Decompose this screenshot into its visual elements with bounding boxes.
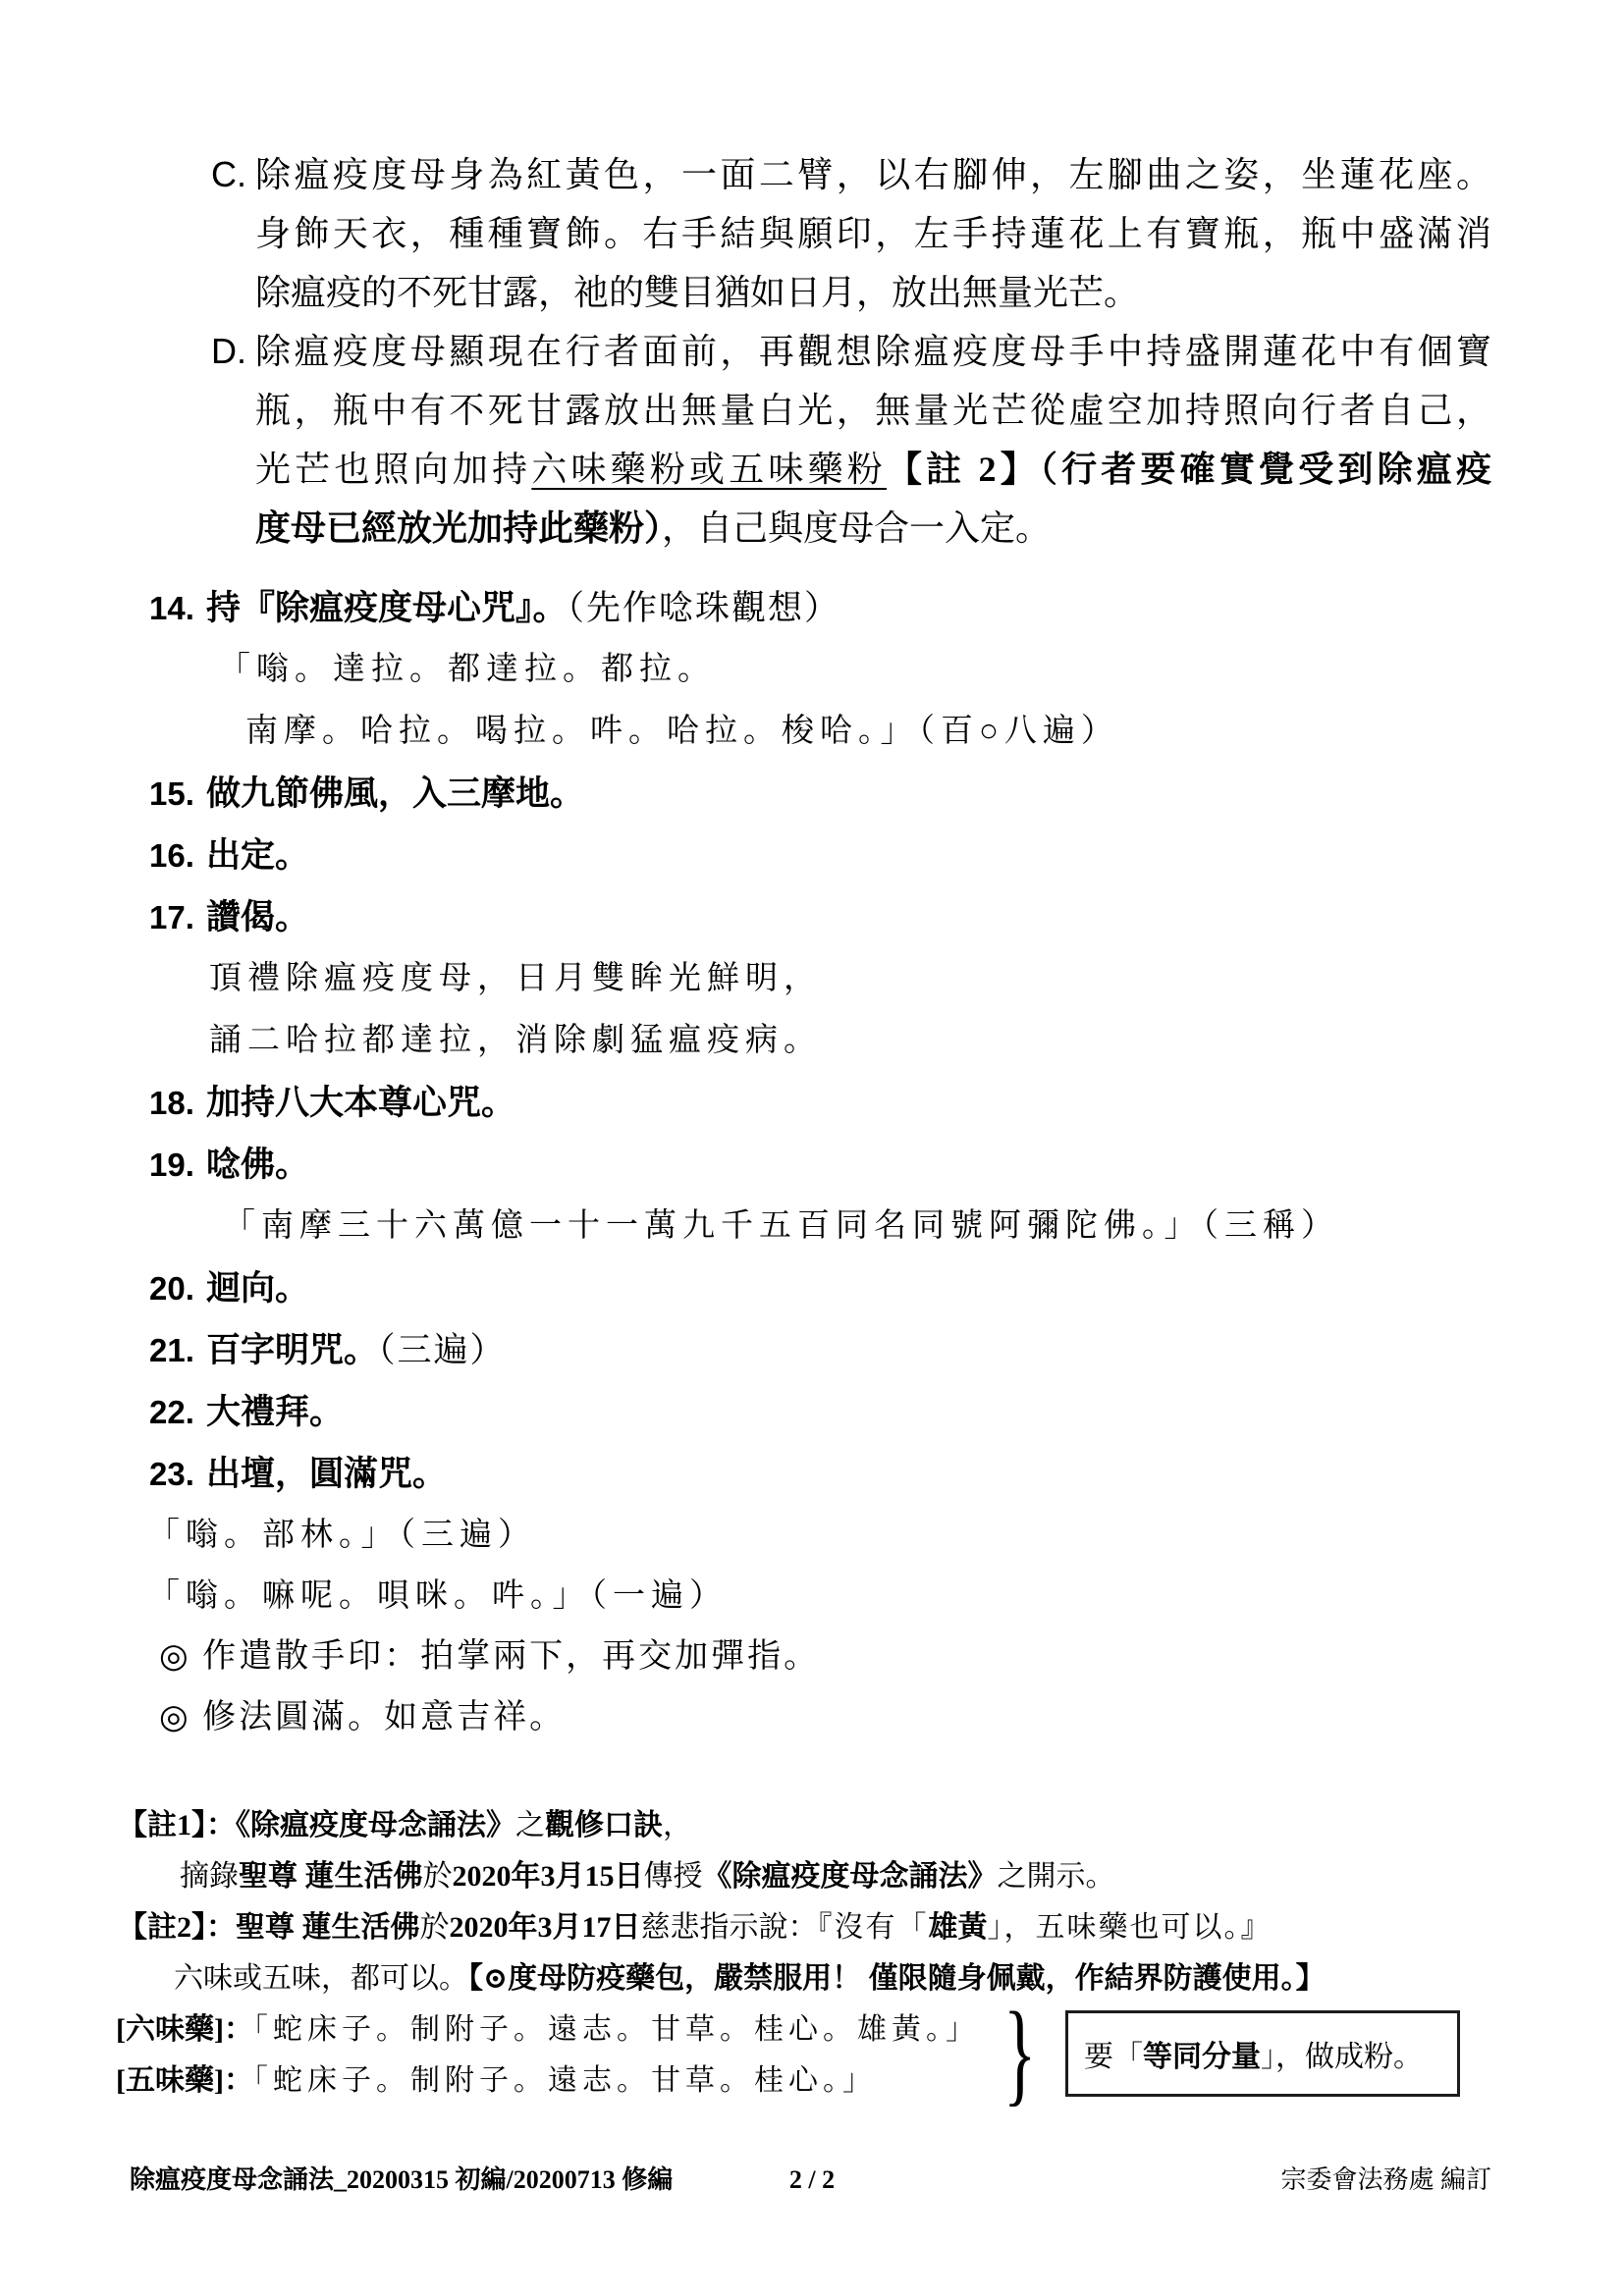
note-line — [180, 1851, 1491, 1902]
numbered-item — [149, 1257, 1491, 1319]
text-segment: 六味或五味，都可以。 — [174, 1962, 468, 1995]
text-segment: 【註2】： — [118, 1911, 236, 1944]
text-segment: 等同分量 — [1143, 2041, 1261, 2073]
lettered-items — [211, 145, 1491, 558]
numbered-item-number: 20. — [149, 1270, 194, 1307]
text-segment: 於 — [422, 1860, 453, 1893]
text-segment: 光芒也照向加持 — [255, 450, 532, 489]
mantra-line: 「南摩三十六萬億一十一萬九千五百同名同號阿彌陀佛。」（三稱） — [223, 1208, 1339, 1244]
numbered-item — [149, 1072, 1491, 1134]
herb-line-text: 「蛇床子。制附子。遠志。甘草。桂心。雄黃。」 — [252, 2013, 980, 2046]
closing-lines — [147, 1505, 1491, 1748]
numbered-item-title — [206, 1455, 447, 1493]
numbered-item-number: 14. — [149, 590, 194, 626]
numbered-item-title — [206, 1146, 309, 1184]
text-line — [255, 499, 1491, 558]
text-segment: 聖尊 蓮生活佛 — [236, 1911, 420, 1944]
numbered-item-number: 17. — [149, 899, 194, 935]
numbered-item — [149, 577, 1491, 639]
footer-document-title: 除瘟疫度母念誦法_20200315 初編/20200713 修編 — [130, 2165, 674, 2194]
numbered-item — [149, 1319, 1491, 1381]
closing-line: 「嗡。嘛呢。唄咪。吽。」（一遍） — [147, 1578, 728, 1614]
text-segment: 唸佛。 — [206, 1146, 310, 1184]
text-line — [255, 440, 1491, 499]
text-segment: 於 — [419, 1911, 450, 1944]
numbered-item-title — [206, 898, 309, 936]
text-segment: （三遍） — [378, 1331, 507, 1369]
text-segment: 《除瘟疫度母念誦法》 — [702, 1860, 998, 1893]
notes-section — [108, 1800, 1491, 2004]
text-segment: 聖尊 蓮生活佛 — [239, 1860, 423, 1893]
text-segment: 百字明咒。 — [206, 1331, 379, 1369]
note-line — [118, 1902, 1491, 1953]
lettered-item-label: C. — [211, 154, 246, 194]
text-segment: （先作唸珠觀想） — [567, 589, 841, 627]
text-segment: 做九節佛風，入三摩地。 — [206, 774, 585, 813]
numbered-item — [149, 886, 1491, 948]
text-segment: 『沒有「 — [817, 1911, 929, 1944]
numbered-items — [149, 577, 1491, 1505]
text-segment: 讚偈。 — [206, 898, 310, 936]
text-segment: 雄黃 — [928, 1911, 988, 1944]
lettered-item — [211, 145, 1491, 322]
text-segment: 出定。 — [206, 836, 310, 875]
text-line — [255, 145, 1491, 204]
text-segment: 加持八大本尊心咒。 — [206, 1084, 516, 1122]
note-line — [118, 1800, 1491, 1851]
closing-line: 「嗡。部林。」（三遍） — [147, 1518, 536, 1553]
text-segment: 慈悲指示說： — [640, 1911, 818, 1944]
text-segment: ， — [663, 1809, 692, 1842]
lettered-item — [211, 322, 1491, 558]
herb-line-label: [六味藥]： — [116, 2013, 253, 2046]
numbered-item-number: 16. — [149, 837, 194, 874]
numbered-item-number: 22. — [149, 1394, 194, 1430]
herb-line-text: 「蛇床子。制附子。遠志。甘草。桂心。」 — [252, 2064, 877, 2097]
text-segment: 身飾天衣，種種寶飾。右手結與願印，左手持蓮花上有寶瓶，瓶中盛滿消 — [255, 214, 1491, 253]
text-segment: 2020年3月15日 — [452, 1860, 644, 1893]
lettered-item-text — [255, 322, 1491, 558]
note-line — [174, 1953, 1491, 2004]
lettered-item-label: D. — [211, 331, 246, 371]
numbered-item-title — [206, 1269, 309, 1308]
numbered-item — [149, 1134, 1491, 1196]
text-segment: 除瘟疫的不死甘露，祂的雙目猶如日月，放出無量光芒。 — [255, 273, 1140, 312]
text-segment: 迴向。 — [206, 1269, 310, 1308]
lettered-item-text — [255, 145, 1491, 322]
text-line — [255, 322, 1491, 381]
herbs-section — [108, 1988, 1491, 2117]
text-segment: 」，做成粉。 — [1261, 2041, 1423, 2073]
numbered-item-number: 15. — [149, 775, 194, 812]
text-segment: 大禮拜。 — [206, 1393, 345, 1431]
herb-line-label: [五味藥]： — [116, 2064, 253, 2097]
text-segment: 傳授 — [643, 1860, 703, 1893]
text-segment: 持『除瘟疫度母心咒』。 — [206, 589, 568, 627]
page-footer — [108, 2163, 1491, 2198]
equal-portions-box — [1065, 2010, 1460, 2097]
text-segment: 之 — [515, 1809, 545, 1842]
closing-line: ◎ 修法圓滿。如意吉祥。 — [159, 1699, 567, 1735]
text-segment: 要「 — [1084, 2041, 1143, 2073]
text-segment: 除瘟疫度母身為紅黃色，一面二臂，以右腳伸，左腳曲之姿，坐蓮花座。 — [255, 155, 1491, 194]
numbered-item-number: 19. — [149, 1147, 194, 1183]
text-segment: 」，五味藥也可以。』 — [987, 1911, 1272, 1944]
mantra-line: 誦二哈拉都達拉，消除劇猛瘟疫病。 — [209, 1023, 822, 1058]
text-line — [255, 381, 1491, 440]
numbered-item — [149, 825, 1491, 886]
mantra-line: 「嗡。達拉。都達拉。都拉。 — [218, 652, 716, 687]
text-segment: 2020年3月17日 — [449, 1911, 641, 1944]
numbered-item-number: 18. — [149, 1085, 194, 1121]
numbered-item — [149, 763, 1491, 825]
mantra-line: 頂禮除瘟疫度母，日月雙眸光鮮明， — [209, 961, 822, 996]
text-segment: 除瘟疫度母顯現在行者面前，再觀想除瘟疫度母手中持盛開蓮花中有個寶 — [255, 332, 1491, 371]
text-segment: 六味藥粉或五味藥粉 — [531, 450, 887, 489]
text-segment: ，自己與度母合一入定。 — [662, 508, 1052, 548]
text-segment: 【註1】： — [118, 1809, 236, 1842]
brace-glyph: } — [1003, 1988, 1037, 2117]
footer-page-number: 2 / 2 — [788, 2165, 836, 2194]
text-line — [255, 204, 1491, 263]
numbered-item — [149, 1443, 1491, 1505]
text-segment: 【⊙度母防疫藥包，嚴禁服用！ 僅限隨身佩戴，作結界防護使用。】 — [468, 1962, 1326, 1995]
text-line — [255, 263, 1491, 322]
text-segment: 出壇，圓滿咒。 — [206, 1455, 448, 1493]
text-segment: 之開示。 — [997, 1860, 1115, 1893]
text-segment: 《除瘟疫度母念誦法》 — [236, 1809, 515, 1842]
numbered-item-number: 23. — [149, 1456, 194, 1492]
numbered-item — [149, 1381, 1491, 1443]
text-segment: 度母已經放光加持此藥粉） — [255, 508, 663, 548]
footer-editor: 宗委會法務處 編訂 — [1280, 2165, 1491, 2194]
mantra-line: 南摩。哈拉。喝拉。吽。哈拉。梭哈。」（百○八遍） — [245, 714, 1119, 749]
numbered-item-title — [206, 1393, 344, 1431]
text-segment: 觀修口訣 — [545, 1809, 663, 1842]
numbered-item-title — [206, 836, 309, 875]
text-segment: 【註 2】（行者要確實覺受到除瘟疫 — [887, 450, 1491, 489]
numbered-item-number: 21. — [149, 1332, 194, 1368]
text-segment: 摘錄 — [180, 1860, 239, 1893]
numbered-item-title — [206, 774, 584, 813]
numbered-item-title — [206, 1331, 507, 1369]
equal-portions-text — [1084, 2032, 1423, 2075]
text-segment: 瓶，瓶中有不死甘露放出無量白光，無量光芒從虛空加持照向行者自己， — [255, 391, 1491, 430]
closing-line: ◎ 作遣散手印：拍掌兩下，再交加彈指。 — [159, 1638, 821, 1675]
numbered-item-title — [206, 1084, 515, 1122]
numbered-item-title — [206, 589, 840, 627]
